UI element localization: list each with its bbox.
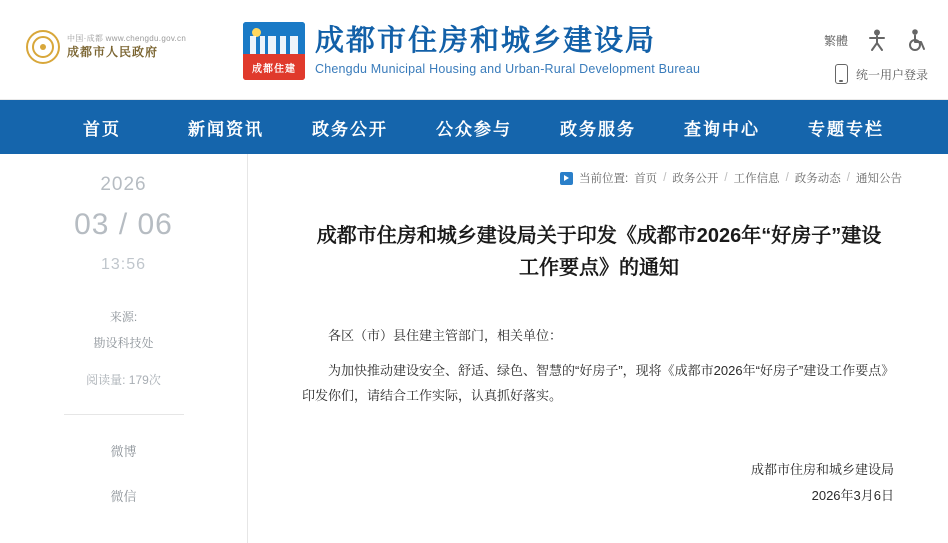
accessibility-person-icon[interactable] [866, 28, 888, 52]
nav-item-government-affairs[interactable]: 政务公开 [312, 119, 388, 139]
nav-item-query-center[interactable]: 查询中心 [684, 119, 760, 139]
article-body [302, 323, 894, 409]
breadcrumb-separator-3: / [785, 172, 789, 184]
article-main [248, 154, 948, 543]
breadcrumb-separator-2: / [724, 172, 728, 184]
breadcrumb-separator-1: / [663, 172, 667, 184]
publish-date: 03 / 06 [74, 208, 173, 241]
gov-portal-logo[interactable] [26, 30, 186, 64]
gov-logo-text [67, 34, 186, 61]
main-navigation [0, 100, 948, 154]
logo-badge [243, 54, 305, 80]
breadcrumb-item-home[interactable]: 首页 [634, 173, 658, 185]
breadcrumb [272, 170, 926, 186]
brand-title-cn: 成都市住房和城乡建设局 [315, 25, 657, 57]
signature-date: 2026年3月6日 [811, 488, 894, 504]
share-wechat[interactable]: 微信 [110, 489, 137, 504]
site-brand[interactable] [243, 22, 700, 80]
brand-titles [315, 22, 700, 76]
breadcrumb-separator-4: / [846, 172, 850, 184]
breadcrumb-item-government-affairs[interactable]: 政务公开 [672, 173, 719, 185]
gov-emblem-icon [26, 30, 60, 64]
logo-badge-label: 成都住建 [252, 63, 296, 75]
source-label: 来源: [109, 310, 138, 324]
traditional-chinese-link[interactable]: 繁體 [823, 33, 848, 48]
breadcrumb-item-work-info[interactable]: 工作信息 [733, 173, 780, 185]
article-meta-sidebar [0, 154, 248, 543]
header-utilities-row-2 [708, 64, 928, 84]
gov-logo-name: 成都市人民政府 [67, 45, 159, 60]
signature-organization: 成都市住房和城乡建设局 [750, 461, 894, 477]
nav-item-services[interactable]: 政务服务 [560, 119, 636, 139]
share-weibo[interactable]: 微博 [110, 444, 137, 459]
gov-logo-url: 中国·成都 www.chengdu.gov.cn [67, 33, 187, 43]
view-count: 阅读量: 179次 [86, 373, 161, 387]
nav-item-home[interactable]: 首页 [83, 119, 121, 139]
nav-item-special-topics[interactable]: 专题专栏 [808, 119, 884, 139]
source-value: 勘设科技处 [93, 336, 154, 350]
article-signature [272, 457, 894, 510]
sidebar-divider [64, 414, 184, 415]
article-paragraph-2: 为加快推动建设安全、舒适、绿色、智慧的“好房子”，现将《成都市2026年“好房子”建设工作要点》印发你们，请结合工作实际，认真抓好落实。 [302, 363, 888, 404]
wheelchair-icon[interactable] [906, 28, 928, 52]
logo-skyline [250, 36, 298, 54]
header-utilities-row-1 [708, 28, 928, 52]
article-paragraph-1: 各区（市）县住建主管部门，相关单位： [328, 327, 563, 343]
breadcrumb-prefix: 当前位置: [578, 173, 629, 185]
breadcrumb-item-announcements[interactable]: 通知公告 [856, 173, 902, 185]
breadcrumb-arrow-icon [560, 172, 573, 185]
brand-title-en: Chengdu Municipal Housing and Urban-Rural Development Bureau [315, 62, 701, 77]
nav-item-public-participation[interactable]: 公众参与 [436, 119, 512, 139]
unified-login-link[interactable]: 统一用户登录 [855, 67, 928, 82]
publish-year: 2026 [100, 174, 147, 195]
header-utilities [708, 28, 928, 84]
nav-item-news[interactable]: 新闻资讯 [188, 119, 264, 139]
content-area [0, 154, 948, 543]
publish-time: 13:56 [100, 256, 147, 273]
page-title: 成都市住房和城乡建设局关于印发《成都市2026年“好房子”建设工作要点》的通知 [316, 225, 882, 280]
mobile-phone-icon[interactable] [835, 64, 848, 84]
site-header [0, 0, 948, 100]
breadcrumb-item-news[interactable]: 政务动态 [794, 173, 841, 185]
bureau-logo-icon [243, 22, 305, 80]
